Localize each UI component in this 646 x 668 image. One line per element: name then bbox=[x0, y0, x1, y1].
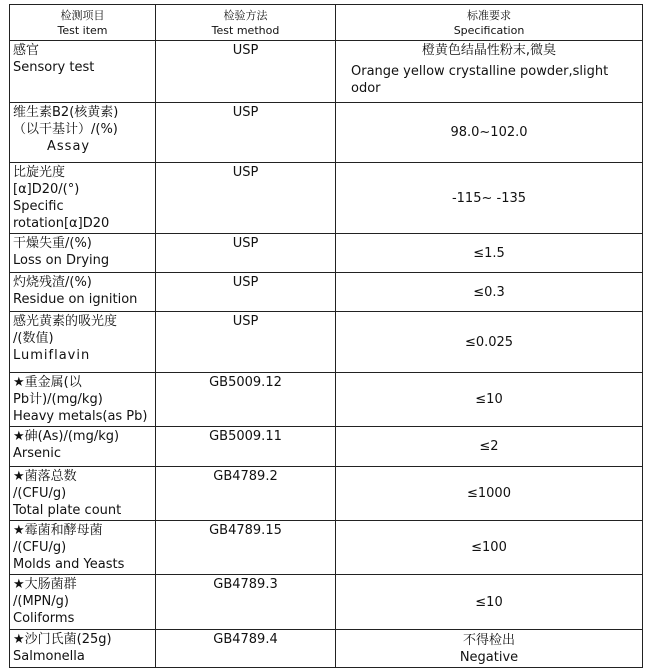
test-item-en: Coliforms bbox=[13, 611, 75, 626]
test-item-cn: ★菌落总数 bbox=[13, 469, 77, 484]
test-method-cell: GB4789.4 bbox=[156, 630, 336, 668]
test-item-cn: ★砷(As)/(mg/kg) bbox=[13, 429, 120, 444]
test-item-cn-unit: /(CFU/g) bbox=[13, 486, 67, 501]
specification-cell: ≤0.025 bbox=[336, 312, 643, 373]
test-item-cn-unit: /(数值) bbox=[13, 331, 54, 346]
test-item-en: Residue on ignition bbox=[13, 292, 138, 307]
test-item-cn: ★大肠菌群 bbox=[13, 577, 77, 592]
test-method-cell: GB4789.15 bbox=[156, 521, 336, 575]
test-item-cell bbox=[10, 427, 156, 467]
test-item-cell bbox=[10, 467, 156, 521]
test-item-cell bbox=[10, 163, 156, 234]
table-row bbox=[10, 103, 643, 163]
specification-cn: 橙黄色结晶性粉末,微臭 bbox=[421, 43, 557, 58]
test-method-cell: GB5009.11 bbox=[156, 427, 336, 467]
header-spec-en: Specification bbox=[453, 23, 525, 37]
test-item-cell bbox=[10, 630, 156, 668]
table-row bbox=[10, 373, 643, 427]
test-item-cell bbox=[10, 373, 156, 427]
specification-cell: ≤2 bbox=[336, 427, 643, 467]
specification-cell: ≤100 bbox=[336, 521, 643, 575]
test-item-cn-unit: [α]D20/(°) bbox=[13, 182, 80, 197]
specification-cell: -115~ -135 bbox=[336, 163, 643, 234]
test-method-cell: USP bbox=[156, 234, 336, 273]
table-row bbox=[10, 427, 643, 467]
test-item-cell bbox=[10, 521, 156, 575]
header-method-cn: 检验方法 bbox=[223, 8, 268, 22]
test-item-cn: 维生素B2(核黄素) bbox=[13, 105, 119, 120]
test-item-cn-unit: /(CFU/g) bbox=[13, 540, 67, 555]
header-row bbox=[10, 5, 643, 41]
test-item-en: Molds and Yeasts bbox=[13, 557, 125, 572]
test-item-cn: ★沙门氏菌(25g) bbox=[13, 632, 112, 647]
test-item-cn-unit: Pb计)/(mg/kg) bbox=[13, 392, 103, 407]
header-item-cn: 检测项目 bbox=[60, 8, 105, 22]
test-item-en: Total plate count bbox=[13, 503, 122, 518]
test-item-cn: 比旋光度 bbox=[13, 165, 66, 180]
specification-cell: 98.0~102.0 bbox=[336, 103, 643, 163]
specification-en: Negative bbox=[459, 649, 519, 665]
specification-cell bbox=[336, 630, 643, 668]
test-item-cell bbox=[10, 103, 156, 163]
test-item-cell bbox=[10, 312, 156, 373]
table-row bbox=[10, 234, 643, 273]
test-item-cn: ★霉菌和酵母菌 bbox=[13, 523, 103, 538]
test-item-en: Salmonella bbox=[13, 649, 85, 664]
test-method-cell: GB4789.2 bbox=[156, 467, 336, 521]
test-item-en: Specific bbox=[13, 199, 64, 214]
test-item-cn: 灼烧残渣/(%) bbox=[13, 275, 92, 290]
test-item-en: Heavy metals(as Pb) bbox=[13, 409, 148, 424]
header-test-method bbox=[156, 5, 336, 41]
test-item-cell bbox=[10, 234, 156, 273]
header-item-en: Test item bbox=[57, 23, 108, 37]
specification-cell: ≤0.3 bbox=[336, 273, 643, 312]
table-row bbox=[10, 163, 643, 234]
test-method-cell: GB5009.12 bbox=[156, 373, 336, 427]
test-method-cell: USP bbox=[156, 41, 336, 103]
test-method-cell: GB4789.3 bbox=[156, 575, 336, 630]
table-row bbox=[10, 575, 643, 630]
test-item-cn: 感官 bbox=[13, 43, 40, 58]
table-row bbox=[10, 630, 643, 668]
specification-cell: ≤1.5 bbox=[336, 234, 643, 273]
header-test-item bbox=[10, 5, 156, 41]
test-method-cell: USP bbox=[156, 273, 336, 312]
specification-cn: 不得检出 bbox=[462, 632, 515, 648]
specification-cell: ≤10 bbox=[336, 575, 643, 630]
test-item-cn: 感光黄素的吸光度 bbox=[13, 314, 118, 329]
test-item-en: Sensory test bbox=[13, 60, 95, 75]
test-item-en: Arsenic bbox=[13, 446, 62, 461]
specification-cell: ≤1000 bbox=[336, 467, 643, 521]
test-method-cell: USP bbox=[156, 103, 336, 163]
header-specification bbox=[336, 5, 643, 41]
header-spec-cn: 标准要求 bbox=[467, 8, 511, 22]
test-item-en: Lumiflavin bbox=[13, 348, 91, 363]
table-row bbox=[10, 273, 643, 312]
test-item-en-2: rotation[α]D20 bbox=[13, 216, 110, 231]
test-item-cn-unit: （以干基计）/(%) bbox=[13, 122, 118, 137]
test-item-cn: 干燥失重/(%) bbox=[13, 236, 92, 251]
specification-cell bbox=[336, 41, 643, 103]
specification-table bbox=[9, 4, 643, 668]
table-row bbox=[10, 312, 643, 373]
test-item-en: Assay bbox=[47, 139, 91, 154]
test-item-cn-unit: /(MPN/g) bbox=[13, 594, 69, 609]
table-row bbox=[10, 41, 643, 103]
test-item-cell bbox=[10, 273, 156, 312]
test-item-en: Loss on Drying bbox=[13, 253, 110, 268]
test-method-cell: USP bbox=[156, 163, 336, 234]
test-item-cell bbox=[10, 575, 156, 630]
specification-en: Orange yellow crystalline powder,slight odor bbox=[351, 64, 609, 96]
header-method-en: Test method bbox=[211, 23, 280, 37]
test-method-cell: USP bbox=[156, 312, 336, 373]
specification-cell: ≤10 bbox=[336, 373, 643, 427]
test-item-cn: ★重金属(以 bbox=[13, 375, 82, 390]
test-item-cell bbox=[10, 41, 156, 103]
table-row bbox=[10, 467, 643, 521]
table-row bbox=[10, 521, 643, 575]
